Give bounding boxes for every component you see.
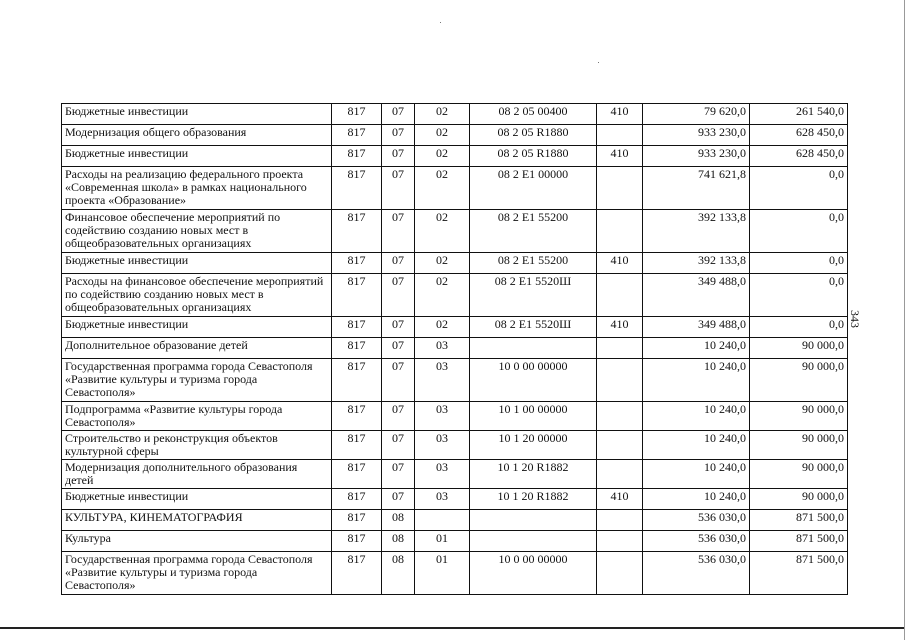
row-section-cell: 07: [382, 125, 415, 146]
row-section-cell: 07: [382, 402, 415, 431]
row-name-cell: Расходы на финансовое обеспечение мероприятий по содействию созданию новых мест в общеобразовательных организациях: [62, 274, 332, 317]
row-ved-cell: 817: [332, 552, 382, 595]
row-subsection-cell: 02: [415, 104, 470, 125]
row-expense-type-cell: [597, 274, 643, 317]
row-amount-2-cell: 871 500,0: [750, 531, 848, 552]
row-expense-type-cell: [597, 167, 643, 210]
row-ved-cell: 817: [332, 253, 382, 274]
row-subsection-cell: [415, 510, 470, 531]
row-amount-1-cell: 10 240,0: [643, 460, 750, 489]
row-amount-1-cell: 10 240,0: [643, 338, 750, 359]
row-ved-cell: 817: [332, 274, 382, 317]
row-target-code-cell: 08 2 E1 00000: [470, 167, 597, 210]
table-row: [62, 104, 848, 125]
row-name-cell: Дополнительное образование детей: [62, 338, 332, 359]
row-expense-type-cell: [597, 531, 643, 552]
row-ved-cell: 817: [332, 104, 382, 125]
row-target-code-cell: 08 2 05 00400: [470, 104, 597, 125]
row-amount-1-cell: 933 230,0: [643, 146, 750, 167]
row-target-code-cell: [470, 531, 597, 552]
row-amount-2-cell: 90 000,0: [750, 359, 848, 402]
row-subsection-cell: 02: [415, 167, 470, 210]
row-section-cell: 07: [382, 338, 415, 359]
row-section-cell: 08: [382, 552, 415, 595]
row-section-cell: 07: [382, 489, 415, 510]
row-amount-1-cell: 741 621,8: [643, 167, 750, 210]
row-section-cell: 07: [382, 359, 415, 402]
row-amount-2-cell: 871 500,0: [750, 510, 848, 531]
row-subsection-cell: 03: [415, 402, 470, 431]
row-target-code-cell: 08 2 05 R1880: [470, 125, 597, 146]
row-ved-cell: 817: [332, 210, 382, 253]
row-subsection-cell: 02: [415, 274, 470, 317]
row-amount-1-cell: 79 620,0: [643, 104, 750, 125]
row-target-code-cell: 10 0 00 00000: [470, 359, 597, 402]
row-amount-2-cell: 0,0: [750, 317, 848, 338]
row-amount-1-cell: 536 030,0: [643, 531, 750, 552]
row-name-cell: Бюджетные инвестиции: [62, 489, 332, 510]
row-name-cell: Модернизация общего образования: [62, 125, 332, 146]
row-ved-cell: 817: [332, 125, 382, 146]
row-name-cell: Государственная программа города Севастополя «Развитие культуры и туризма города Севастополя»: [62, 552, 332, 595]
row-expense-type-cell: [597, 460, 643, 489]
row-name-cell: Бюджетные инвестиции: [62, 104, 332, 125]
row-amount-1-cell: 933 230,0: [643, 125, 750, 146]
row-amount-2-cell: 90 000,0: [750, 460, 848, 489]
row-target-code-cell: 10 1 20 R1882: [470, 460, 597, 489]
row-target-code-cell: 08 2 E1 55200: [470, 253, 597, 274]
row-section-cell: 08: [382, 510, 415, 531]
row-amount-1-cell: 392 133,8: [643, 210, 750, 253]
table-row: [62, 167, 848, 210]
table-row: [62, 510, 848, 531]
row-amount-2-cell: 0,0: [750, 253, 848, 274]
table-row: [62, 531, 848, 552]
row-amount-2-cell: 871 500,0: [750, 552, 848, 595]
row-amount-2-cell: 90 000,0: [750, 338, 848, 359]
table-row: [62, 402, 848, 431]
row-amount-1-cell: 349 488,0: [643, 274, 750, 317]
row-target-code-cell: [470, 338, 597, 359]
row-amount-1-cell: 536 030,0: [643, 552, 750, 595]
row-expense-type-cell: [597, 552, 643, 595]
row-expense-type-cell: [597, 359, 643, 402]
scan-speck: [598, 62, 599, 63]
row-ved-cell: 817: [332, 317, 382, 338]
table-row: [62, 125, 848, 146]
row-ved-cell: 817: [332, 402, 382, 431]
row-subsection-cell: 03: [415, 338, 470, 359]
row-section-cell: 07: [382, 253, 415, 274]
row-section-cell: 07: [382, 431, 415, 460]
row-name-cell: Модернизация дополнительного образования детей: [62, 460, 332, 489]
row-amount-1-cell: 10 240,0: [643, 402, 750, 431]
table-row: [62, 274, 848, 317]
row-expense-type-cell: 410: [597, 253, 643, 274]
row-subsection-cell: 03: [415, 460, 470, 489]
row-name-cell: Расходы на реализацию федерального проекта «Современная школа» в рамках национального проекта «Образование»: [62, 167, 332, 210]
row-subsection-cell: 02: [415, 125, 470, 146]
table-row: [62, 489, 848, 510]
row-amount-1-cell: 392 133,8: [643, 253, 750, 274]
row-name-cell: Культура: [62, 531, 332, 552]
row-ved-cell: 817: [332, 167, 382, 210]
row-ved-cell: 817: [332, 431, 382, 460]
row-section-cell: 07: [382, 210, 415, 253]
row-amount-1-cell: 10 240,0: [643, 489, 750, 510]
row-subsection-cell: 02: [415, 317, 470, 338]
row-amount-1-cell: 349 488,0: [643, 317, 750, 338]
row-target-code-cell: 10 0 00 00000: [470, 552, 597, 595]
table-row: [62, 146, 848, 167]
row-section-cell: 07: [382, 460, 415, 489]
row-name-cell: КУЛЬТУРА, КИНЕМАТОГРАФИЯ: [62, 510, 332, 531]
row-name-cell: Бюджетные инвестиции: [62, 317, 332, 338]
row-subsection-cell: 02: [415, 210, 470, 253]
row-name-cell: Государственная программа города Севастополя «Развитие культуры и туризма города Севастополя»: [62, 359, 332, 402]
row-name-cell: Бюджетные инвестиции: [62, 253, 332, 274]
row-section-cell: 07: [382, 146, 415, 167]
row-amount-2-cell: 0,0: [750, 274, 848, 317]
row-ved-cell: 817: [332, 489, 382, 510]
row-target-code-cell: 08 2 E1 5520Ш: [470, 274, 597, 317]
row-target-code-cell: 08 2 05 R1880: [470, 146, 597, 167]
row-ved-cell: 817: [332, 359, 382, 402]
row-amount-1-cell: 10 240,0: [643, 431, 750, 460]
row-section-cell: 07: [382, 317, 415, 338]
row-target-code-cell: [470, 510, 597, 531]
row-ved-cell: 817: [332, 338, 382, 359]
row-expense-type-cell: 410: [597, 317, 643, 338]
budget-table-body: [62, 104, 848, 595]
budget-table: [61, 103, 848, 595]
row-ved-cell: 817: [332, 146, 382, 167]
row-amount-2-cell: 0,0: [750, 210, 848, 253]
table-row: [62, 253, 848, 274]
row-subsection-cell: 01: [415, 531, 470, 552]
row-name-cell: Финансовое обеспечение мероприятий по содействию созданию новых мест в общеобразовательных организациях: [62, 210, 332, 253]
row-amount-1-cell: 10 240,0: [643, 359, 750, 402]
row-amount-2-cell: 90 000,0: [750, 489, 848, 510]
row-subsection-cell: 01: [415, 552, 470, 595]
row-target-code-cell: 10 1 00 00000: [470, 402, 597, 431]
row-expense-type-cell: [597, 125, 643, 146]
row-name-cell: Строительство и реконструкция объектов культурной сферы: [62, 431, 332, 460]
row-amount-2-cell: 90 000,0: [750, 431, 848, 460]
row-ved-cell: 817: [332, 510, 382, 531]
row-expense-type-cell: 410: [597, 146, 643, 167]
row-subsection-cell: 03: [415, 489, 470, 510]
row-ved-cell: 817: [332, 460, 382, 489]
row-target-code-cell: 08 2 E1 5520Ш: [470, 317, 597, 338]
scan-speck: [440, 22, 441, 23]
table-row: [62, 552, 848, 595]
row-section-cell: 08: [382, 531, 415, 552]
row-subsection-cell: 03: [415, 359, 470, 402]
row-target-code-cell: 08 2 E1 55200: [470, 210, 597, 253]
table-row: [62, 359, 848, 402]
row-amount-2-cell: 90 000,0: [750, 402, 848, 431]
row-target-code-cell: 10 1 20 00000: [470, 431, 597, 460]
row-subsection-cell: 02: [415, 146, 470, 167]
row-name-cell: Бюджетные инвестиции: [62, 146, 332, 167]
table-row: [62, 317, 848, 338]
table-row: [62, 338, 848, 359]
row-expense-type-cell: [597, 402, 643, 431]
row-subsection-cell: 03: [415, 431, 470, 460]
row-amount-2-cell: 0,0: [750, 167, 848, 210]
row-ved-cell: 817: [332, 531, 382, 552]
row-expense-type-cell: 410: [597, 104, 643, 125]
row-amount-1-cell: 536 030,0: [643, 510, 750, 531]
row-subsection-cell: 02: [415, 253, 470, 274]
row-amount-2-cell: 261 540,0: [750, 104, 848, 125]
row-section-cell: 07: [382, 104, 415, 125]
row-expense-type-cell: [597, 431, 643, 460]
row-section-cell: 07: [382, 167, 415, 210]
page-number: 343: [848, 310, 862, 328]
table-row: [62, 210, 848, 253]
table-row: [62, 460, 848, 489]
row-amount-2-cell: 628 450,0: [750, 146, 848, 167]
row-amount-2-cell: 628 450,0: [750, 125, 848, 146]
scan-bottom-edge: [0, 627, 905, 629]
row-section-cell: 07: [382, 274, 415, 317]
row-target-code-cell: 10 1 20 R1882: [470, 489, 597, 510]
row-expense-type-cell: 410: [597, 489, 643, 510]
row-expense-type-cell: [597, 510, 643, 531]
row-expense-type-cell: [597, 338, 643, 359]
row-name-cell: Подпрограмма «Развитие культуры города Севастополя»: [62, 402, 332, 431]
row-expense-type-cell: [597, 210, 643, 253]
table-row: [62, 431, 848, 460]
